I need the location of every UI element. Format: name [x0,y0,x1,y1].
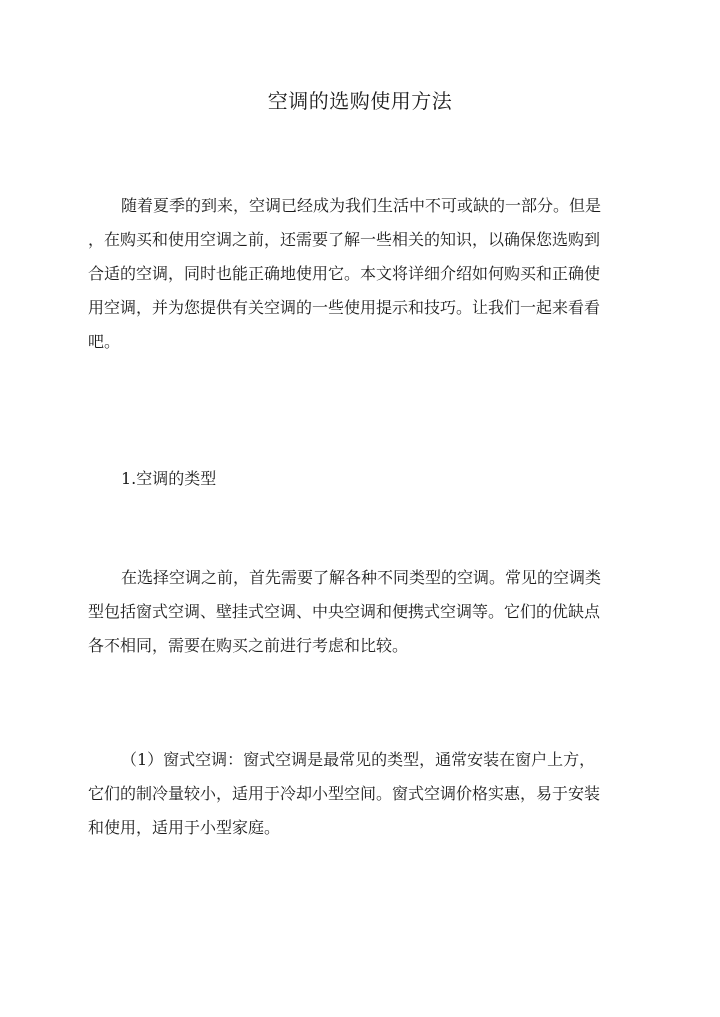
section-paragraph [88,561,636,663]
section-line-1: 在选择空调之前，首先需要了解各种不同类型的空调。常见的空调类 [121,568,602,587]
section-line-3: 各不相同，需要在购买之前进行考虑和比较。 [88,636,409,655]
section-line-2: 型包括窗式空调、壁挂式空调、中央空调和便携式空调等。它们的优缺点 [88,602,601,621]
document-title: 空调的选购使用方法 [267,89,453,113]
intro-line-1: 随着夏季的到来，空调已经成为我们生活中不可或缺的一部分。但是 [121,196,602,215]
window-ac-paragraph [88,743,636,845]
intro-paragraph [88,189,636,359]
intro-line-3: 合适的空调，同时也能正确地使用它。本文将详细介绍如何购买和正确使 [88,264,601,283]
window-ac-line-3: 和使用，适用于小型家庭。 [88,818,281,837]
window-ac-line-1: （1）窗式空调：窗式空调是最常见的类型，通常安装在窗户上方， [121,750,596,769]
intro-line-2: ，在购买和使用空调之前，还需要了解一些相关的知识，以确保您选购到 [88,230,601,249]
section-heading: 1.空调的类型 [121,469,217,488]
intro-line-4: 用空调，并为您提供有关空调的一些使用提示和技巧。让我们一起来看看 [88,298,601,317]
window-ac-line-2: 它们的制冷量较小，适用于冷却小型空间。窗式空调价格实惠，易于安装 [88,784,601,803]
intro-line-5: 吧。 [88,332,121,351]
